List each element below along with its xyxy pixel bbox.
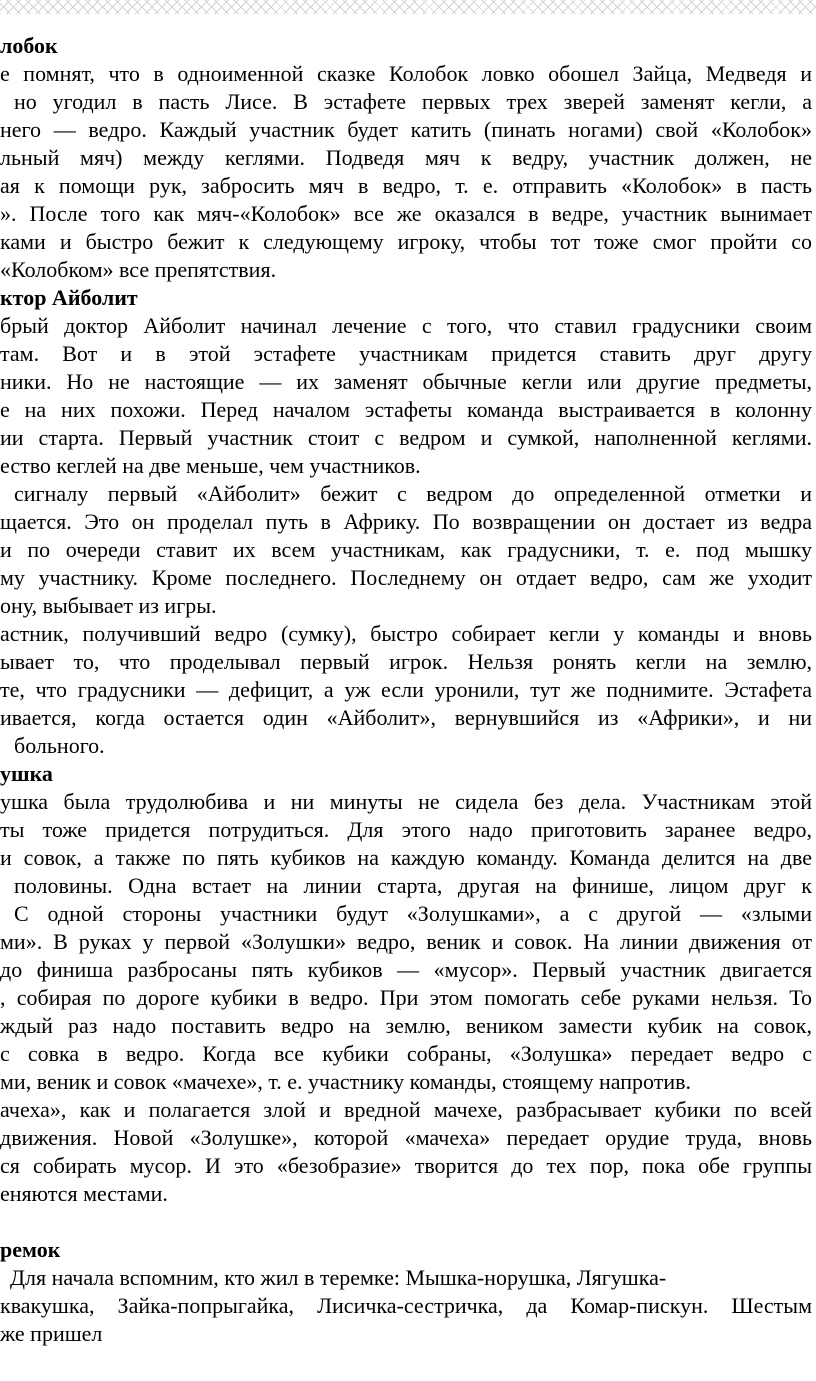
paragraph-line: ». После того как мяч-«Колобок» все же оказался в ведре, участник вынимает xyxy=(0,202,812,226)
section-heading-teremok: ремок xyxy=(0,1238,61,1262)
paragraph-line: еняются местами. xyxy=(0,1182,168,1206)
paragraph-line: ты тоже придется потрудиться. Для этого надо приготовить заранее ведро, xyxy=(0,818,812,842)
paragraph-line: с совка в ведро. Когда все кубики собраны, «Золушка» передает ведро с xyxy=(0,1042,812,1066)
paragraph-line: ивается, когда остается один «Айболит», вернувшийся из «Африки», и ни xyxy=(0,706,812,730)
paragraph-line: е помнят, что в одноименной сказке Колобок ловко обошел Зайца, Медведя и xyxy=(0,62,812,86)
paragraph-line: льный мяч) между кеглями. Подведя мяч к ведру, участник должен, не xyxy=(0,146,812,170)
decorative-top-border xyxy=(0,0,816,14)
paragraph-line: него — ведро. Каждый участник будет катить (пинать ногами) свой «Колобок» xyxy=(0,118,812,142)
paragraph-line: ии старта. Первый участник стоит с ведром и сумкой, наполненной кеглями. xyxy=(0,426,812,450)
paragraph-line: больного. xyxy=(14,734,105,758)
paragraph-line: же пришел xyxy=(0,1322,103,1346)
paragraph-line: , собирая по дороге кубики в ведро. При этом помогать себе руками нельзя. То xyxy=(0,986,812,1010)
paragraph-line: сигналу первый «Айболит» бежит с ведром до определенной отметки и xyxy=(14,482,812,506)
paragraph-line: ушка была трудолюбива и ни минуты не сидела без дела. Участникам этой xyxy=(0,790,812,814)
paragraph-line: му участнику. Кроме последнего. Последнему он отдает ведро, сам же уходит xyxy=(0,566,812,590)
paragraph-line: и совок, а также по пять кубиков на каждую команду. Команда делится на две xyxy=(0,846,812,870)
section-heading-zolushka: ушка xyxy=(0,762,53,786)
paragraph-line: е на них похожи. Перед началом эстафеты команда выстраивается в колонну xyxy=(0,398,812,422)
paragraph-line: там. Вот и в этой эстафете участникам придется ставить друг другу xyxy=(0,342,812,366)
section-heading-kolobok: лобок xyxy=(0,34,58,58)
section-heading-aibolit: ктор Айболит xyxy=(0,286,138,310)
paragraph-line: половины. Одна встает на линии старта, другая на финише, лицом друг к xyxy=(14,874,812,898)
paragraph-line: ачеха», как и полагается злой и вредной мачехе, разбрасывает кубики по всей xyxy=(0,1098,812,1122)
paragraph-line: ми». В руках у первой «Золушки» ведро, веник и совок. На линии движения от xyxy=(0,930,812,954)
paragraph-line: ая к помощи рук, забросить мяч в ведро, т. е. отправить «Колобок» в пасть xyxy=(0,174,812,198)
paragraph-line: Для начала вспомним, кто жил в теремке: Мышка-норушка, Лягушка- xyxy=(10,1266,667,1290)
paragraph-line: ники. Но не настоящие — их заменят обычные кегли или другие предметы, xyxy=(0,370,812,394)
paragraph-line: брый доктор Айболит начинал лечение с того, что ставил градусники своим xyxy=(0,314,812,338)
paragraph-line: С одной стороны участники будут «Золушками», а с другой — «злыми xyxy=(14,902,812,926)
paragraph-line: ество кеглей на две меньше, чем участников. xyxy=(0,454,421,478)
paragraph-line: астник, получивший ведро (сумку), быстро собирает кегли у команды и вновь xyxy=(0,622,812,646)
paragraph-line: но угодил в пасть Лисе. В эстафете первых трех зверей заменят кегли, а xyxy=(14,90,812,114)
paragraph-line: «Колобком» все препятствия. xyxy=(0,258,277,282)
paragraph-line: ывает то, что проделывал первый игрок. Нельзя ронять кегли на землю, xyxy=(0,650,812,674)
paragraph-line: те, что градусники — дефицит, а уж если уронили, тут же поднимите. Эстафета xyxy=(0,678,812,702)
paragraph-line: до финиша разбросаны пять кубиков — «мусор». Первый участник двигается xyxy=(0,958,812,982)
paragraph-line: ся собирать мусор. И это «безобразие» творится до тех пор, пока обе группы xyxy=(0,1154,812,1178)
paragraph-line: щается. Это он проделал путь в Африку. По возвращении он достает из ведра xyxy=(0,510,812,534)
paragraph-line: ками и быстро бежит к следующему игроку, чтобы тот тоже смог пройти со xyxy=(0,230,812,254)
paragraph-line: и по очереди ставит их всем участникам, как градусники, т. е. под мышку xyxy=(0,538,812,562)
paragraph-line: ону, выбывает из игры. xyxy=(0,594,217,618)
paragraph-line: квакушка, Зайка-попрыгайка, Лисичка-сестричка, да Комар-пискун. Шестым xyxy=(0,1294,812,1318)
paragraph-line: движения. Новой «Золушке», которой «мачеха» передает орудие труда, вновь xyxy=(0,1126,812,1150)
paragraph-line: ми, веник и совок «мачехе», т. е. участнику команды, стоящему напротив. xyxy=(0,1070,692,1094)
paragraph-line: ждый раз надо поставить ведро на землю, веником замести кубик на совок, xyxy=(0,1014,812,1038)
